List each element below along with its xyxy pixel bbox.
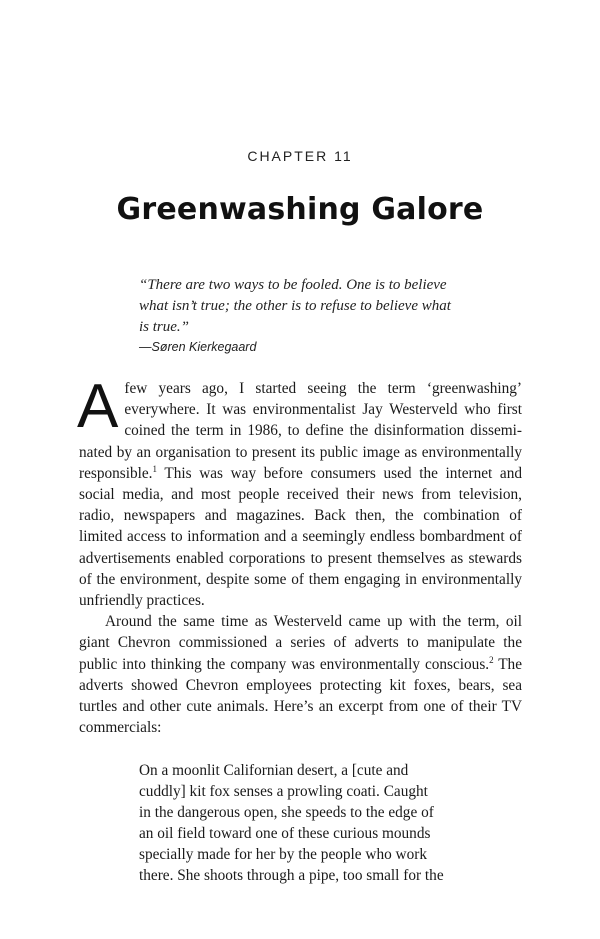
epigraph-line: is true.” <box>139 319 190 335</box>
paragraph-2 <box>79 611 522 738</box>
block-quote <box>139 760 469 886</box>
block-quote-line: in the dangerous open, she speeds to the edge of <box>139 804 434 821</box>
paragraph-2-text: Around the same time as Westerveld came up with the term, oil giant Chevron commissioned a series of adverts to manipulate the public into thinking the company was environmentally conscious. <box>79 613 522 673</box>
chapter-title: Greenwashing Galore <box>116 192 484 227</box>
body-text <box>77 372 522 738</box>
paragraph-2-text-cont: The adverts showed Chevron employees protecting kit foxes, bears, sea turtles and other cute animals. Here’s an excerpt from one of their TV commercials: <box>79 655 522 737</box>
drop-cap: A <box>77 372 119 441</box>
epigraph-line: “There are two ways to be fooled. One is to believe <box>139 277 447 293</box>
footnote-marker: 1 <box>152 463 157 474</box>
epigraph-attribution: —Søren Kierkegaard <box>139 340 257 354</box>
chapter-label: CHAPTER 11 <box>247 148 353 164</box>
block-quote-line: On a moonlit Californian desert, a [cute and <box>139 762 409 779</box>
block-quote-line: cuddly] kit fox senses a prowling coati. Caught <box>139 783 428 800</box>
footnote-marker: 2 <box>489 654 494 665</box>
paragraph-1-text-cont: This was way before consumers used the internet and social media, and most people received their news from television, radio, newspapers and magazines. Back then, the combination of limited access to information and a seemingly endless bombardment of advertisements enabled corporations to present themselves as stewards of the environment, despite some of them engaging in environmentally unfriendly practices. <box>79 464 522 610</box>
block-quote-line: specially made for her by the people who work <box>139 846 427 863</box>
block-quote-line: an oil field toward one of these curious mounds <box>139 825 431 842</box>
block-quote-line: there. She shoots through a pipe, too small for the <box>139 867 444 884</box>
paragraph-1-text: few years ago, I started seeing the term ‘greenwashing’ everywhere. It was environmentalist Jay Westerveld who first coined the term in 1986, to define the disinformation disseminated by an organisation to present its public image as environmentally responsible. <box>79 380 522 482</box>
epigraph-quote <box>139 275 479 338</box>
epigraph-line: what isn’t true; the other is to refuse to believe what <box>139 298 451 314</box>
paragraph-1 <box>77 372 522 611</box>
